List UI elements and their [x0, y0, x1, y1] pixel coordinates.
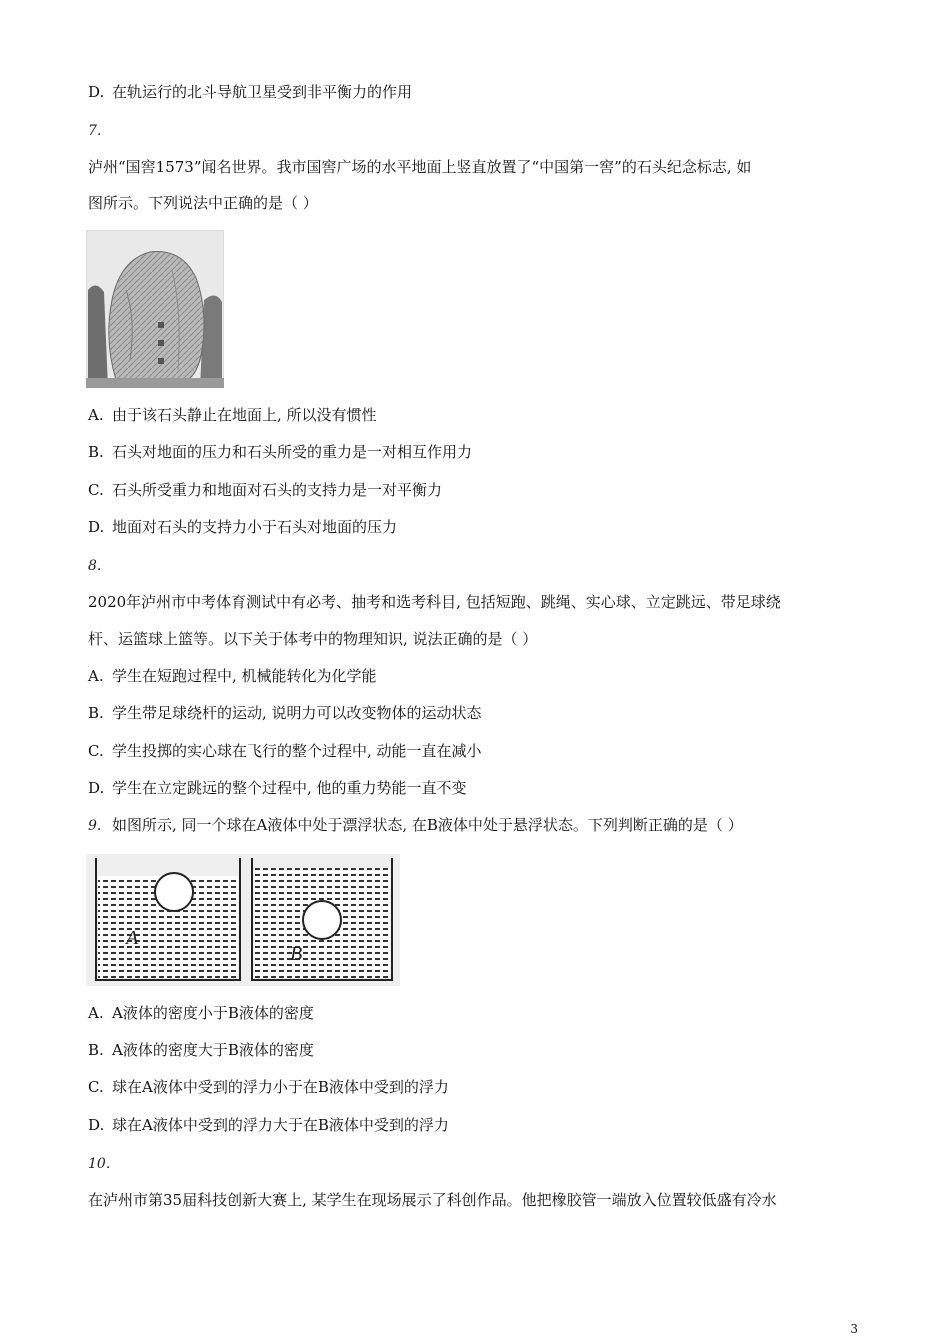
option-letter: A. [88, 406, 104, 424]
option-text: 球在A液体中受到的浮力小于在B液体中受到的浮力 [112, 1078, 449, 1096]
q6-option-d [88, 82, 412, 102]
option-text: 学生在立定跳远的整个过程中, 他的重力势能一直不变 [112, 779, 467, 797]
option-letter: B. [88, 443, 104, 461]
q8-number: 8. [88, 558, 102, 574]
q8-stem-line1: 2020年泸州市中考体育测试中有必考、抽考和选考科目, 包括短跑、跳绳、实心球、立定跳远、带足球绕 [88, 593, 781, 611]
option-text: 在轨运行的北斗导航卫星受到非平衡力的作用 [112, 83, 413, 101]
q9-option-a [88, 1003, 314, 1023]
q7-option-a [88, 405, 377, 425]
option-letter: D. [88, 779, 105, 797]
option-letter: D. [88, 518, 105, 536]
option-text: 地面对石头的支持力小于石头对地面的压力 [112, 518, 398, 536]
option-text: 学生带足球绕杆的运动, 说明力可以改变物体的运动状态 [112, 704, 482, 722]
q7-option-b [88, 442, 472, 462]
q9-stem-text: 如图所示, 同一个球在A液体中处于漂浮状态, 在B液体中处于悬浮状态。下列判断正确的是（ ） [112, 816, 743, 834]
option-text: 由于该石头静止在地面上, 所以没有惯性 [112, 406, 377, 424]
q7-option-c [88, 480, 442, 500]
q9-option-b [88, 1040, 314, 1060]
option-letter: C. [88, 481, 104, 499]
q9-number: 9. [88, 818, 102, 834]
option-letter: D. [88, 1116, 105, 1134]
q10-stem-line1: 在泸州市第35届科技创新大赛上, 某学生在现场展示了科创作品。他把橡胶管一端放入位置较低盛有冷水 [88, 1191, 777, 1209]
option-text: 石头所受重力和地面对石头的支持力是一对平衡力 [112, 481, 443, 499]
option-text: 石头对地面的压力和石头所受的重力是一对相互作用力 [112, 443, 473, 461]
q9-stem [88, 815, 743, 836]
q8-option-c [88, 741, 482, 761]
label-b: B [290, 943, 303, 965]
q10-number: 10. [88, 1156, 111, 1172]
q7-stem-line1: 泸州“国窖1573”闻名世界。我市国窖广场的水平地面上竖直放置了“中国第一窖”的石头纪念标志, 如 [88, 158, 752, 176]
option-letter: B. [88, 1041, 104, 1059]
option-text: A液体的密度小于B液体的密度 [112, 1004, 314, 1022]
option-letter: A. [88, 667, 104, 685]
option-text: 学生投掷的实心球在飞行的整个过程中, 动能一直在减小 [112, 742, 482, 760]
option-letter: B. [88, 704, 104, 722]
option-text: A液体的密度大于B液体的密度 [112, 1041, 314, 1059]
q7-option-d [88, 517, 397, 537]
option-letter: C. [88, 742, 104, 760]
q7-number: 7. [88, 123, 102, 139]
q8-stem-line2: 杆、运篮球上篮等。以下关于体考中的物理知识, 说法正确的是（ ） [88, 630, 538, 648]
q9-option-c [88, 1077, 449, 1097]
q8-option-a [88, 666, 377, 686]
q9-option-d [88, 1115, 449, 1135]
option-letter: C. [88, 1078, 104, 1096]
option-letter: A. [88, 1004, 104, 1022]
page-number: 3 [850, 1322, 858, 1336]
floating-ball-figure [86, 854, 400, 990]
option-text: 球在A液体中受到的浮力大于在B液体中受到的浮力 [112, 1116, 449, 1134]
stone-monument-figure [86, 230, 224, 392]
q8-option-d [88, 778, 467, 798]
q8-option-b [88, 703, 482, 723]
label-a: A [126, 927, 139, 949]
q7-stem-line2: 图所示。下列说法中正确的是（ ） [88, 194, 318, 212]
option-letter: D. [88, 83, 105, 101]
option-text: 学生在短跑过程中, 机械能转化为化学能 [112, 667, 377, 685]
